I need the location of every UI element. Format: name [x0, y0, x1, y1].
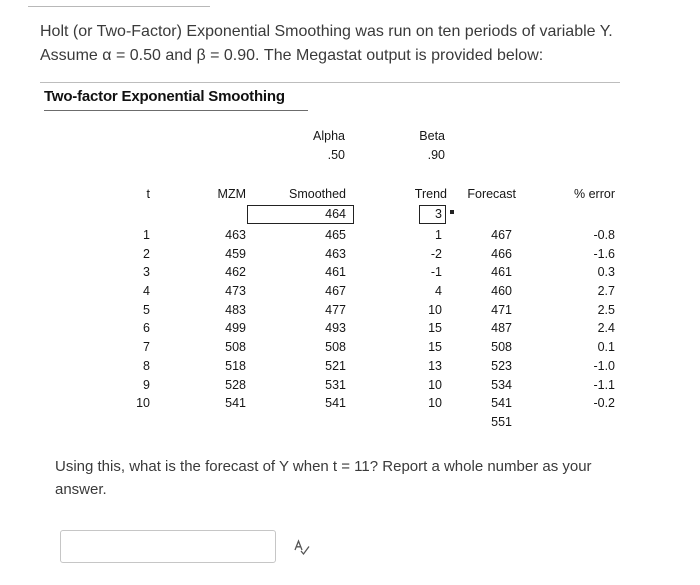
cell-mzm: 462 [225, 265, 246, 280]
cell-mzm: 499 [225, 321, 246, 336]
question-text [40, 20, 680, 68]
header-trend: Trend [414, 187, 447, 201]
title-underline [44, 110, 308, 111]
cell-trend: 10 [428, 377, 442, 392]
cell-mzm: 459 [225, 246, 246, 261]
cell-trend: 15 [428, 340, 442, 355]
cell-t: 2 [143, 246, 150, 261]
cell-t: 8 [143, 358, 150, 373]
cell-forecast: 467 [491, 228, 512, 242]
spellcheck-icon[interactable] [293, 538, 311, 556]
cell-forecast: 508 [491, 340, 512, 355]
cell-error: -1.0 [593, 358, 615, 373]
column-trend [402, 226, 442, 413]
header-smoothed: Smoothed [289, 187, 346, 201]
cell-error: 2.5 [597, 302, 615, 317]
cell-error: -1.1 [593, 377, 615, 392]
cell-t: 3 [143, 265, 150, 280]
cell-error: -0.2 [593, 396, 615, 411]
top-divider [28, 6, 210, 7]
prompt-line-1: Using this, what is the forecast of Y when t = 11? Report a whole number as your [55, 458, 592, 475]
cell-forecast: 541 [491, 396, 512, 411]
column-smoothed [296, 226, 346, 413]
alpha-label: Alpha [313, 129, 345, 143]
output-title: Two-factor Exponential Smoothing [44, 88, 285, 105]
cell-trend: -1 [430, 265, 442, 280]
cell-smoothed: 467 [325, 284, 346, 299]
prompt-line-2: answer. [55, 481, 107, 498]
question-line-2: Assume α = 0.50 and β = 0.90. The Megastat output is provided below: [40, 47, 544, 64]
cell-smoothed: 463 [325, 246, 346, 261]
cell-t: 10 [136, 396, 150, 411]
cell-t: 6 [143, 321, 150, 336]
beta-label: Beta [419, 129, 445, 143]
cell-t: 7 [143, 340, 150, 355]
cell-forecast: 471 [491, 302, 512, 317]
cell-smoothed: 477 [325, 302, 346, 317]
cell-smoothed: 465 [325, 228, 346, 242]
cell-error: 0.1 [597, 340, 615, 355]
cell-trend: -2 [430, 246, 442, 261]
cell-mzm: 473 [225, 284, 246, 299]
cell-t: 1 [143, 228, 150, 242]
cell-trend: 4 [435, 284, 442, 299]
cell-error: 0.3 [597, 265, 615, 280]
cell-mzm: 463 [225, 228, 246, 242]
column-error [575, 226, 615, 413]
header-error: % error [574, 187, 615, 201]
cell-trend: 15 [428, 321, 442, 336]
cell-error: -0.8 [593, 228, 615, 242]
cell-forecast: 534 [491, 377, 512, 392]
cell-mzm: 528 [225, 377, 246, 392]
alpha-value: .50 [327, 148, 345, 162]
cell-smoothed: 541 [325, 396, 346, 411]
cell-mzm: 518 [225, 358, 246, 373]
cell-forecast: 460 [491, 284, 512, 299]
cell-error: 2.7 [597, 284, 615, 299]
cell-smoothed: 493 [325, 321, 346, 336]
prompt-text [55, 455, 665, 501]
cell-smoothed: 531 [325, 377, 346, 392]
cell-t: 4 [143, 284, 150, 299]
initial-trend-value: 3 [435, 207, 442, 221]
cell-trend: 1 [435, 228, 442, 242]
comment-marker-icon [450, 210, 456, 216]
question-line-1: Holt (or Two-Factor) Exponential Smoothing was run on ten periods of variable Y. [40, 23, 613, 40]
header-forecast: Forecast [467, 187, 516, 201]
cell-t: 5 [143, 302, 150, 317]
cell-mzm: 541 [225, 396, 246, 411]
cell-forecast: 461 [491, 265, 512, 280]
cell-smoothed: 508 [325, 340, 346, 355]
answer-input[interactable] [60, 530, 276, 563]
column-t [120, 226, 150, 413]
cell-t: 9 [143, 377, 150, 392]
cell-smoothed: 461 [325, 265, 346, 280]
cell-forecast: 466 [491, 246, 512, 261]
cell-trend: 10 [428, 302, 442, 317]
cell-forecast: 523 [491, 358, 512, 373]
cell-forecast: 487 [491, 321, 512, 336]
cell-forecast: 551 [491, 414, 512, 429]
cell-error: -1.6 [593, 246, 615, 261]
cell-smoothed: 521 [325, 358, 346, 373]
cell-trend: 10 [428, 396, 442, 411]
cell-trend: 13 [428, 358, 442, 373]
cell-mzm: 483 [225, 302, 246, 317]
header-mzm: MZM [217, 187, 246, 201]
cell-mzm: 508 [225, 340, 246, 355]
header-t: t [146, 187, 150, 201]
initial-smoothed-value: 464 [325, 207, 346, 221]
beta-value: .90 [427, 148, 445, 162]
column-forecast [470, 226, 512, 432]
section-divider [40, 82, 620, 83]
cell-error: 2.4 [597, 321, 615, 336]
column-mzm [196, 226, 246, 413]
